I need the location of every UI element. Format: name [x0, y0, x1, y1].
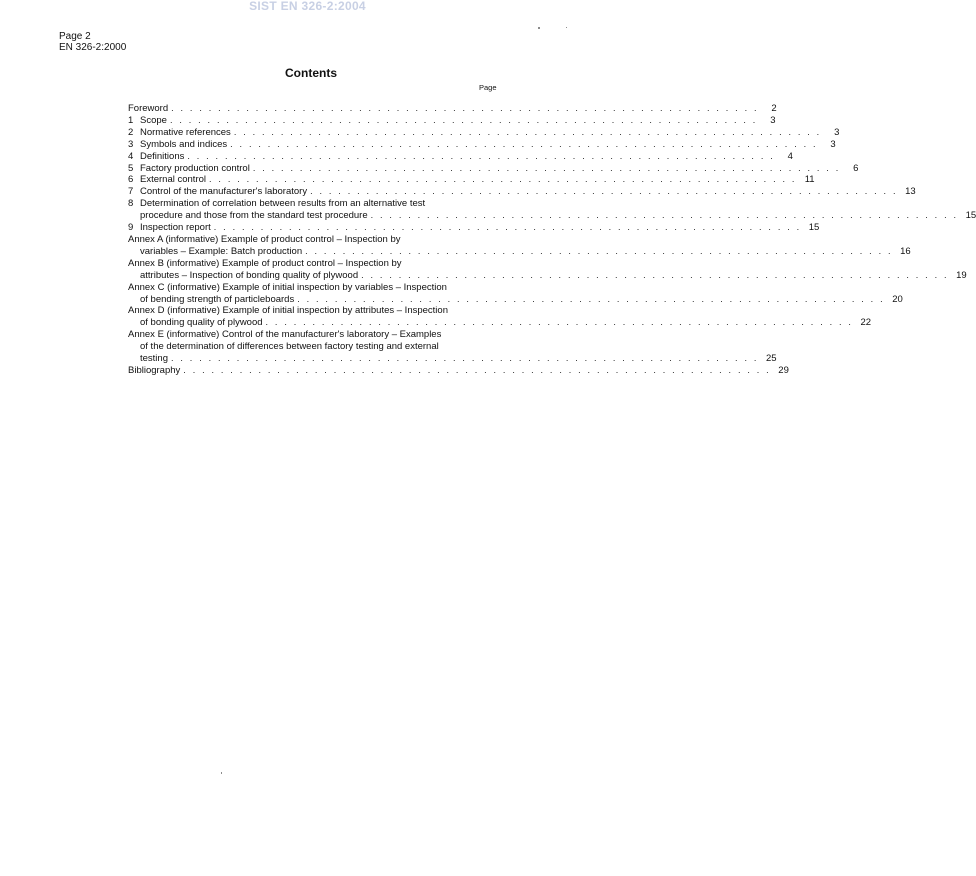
- toc-entry-title: Annex A (informative) Example of product control – Inspection by: [128, 233, 401, 245]
- toc-entry-number: 7: [128, 186, 134, 198]
- toc-entry-title: variables – Example: Batch production: [140, 245, 303, 257]
- toc-page-number: 16: [900, 245, 911, 257]
- scan-speck: [538, 27, 540, 29]
- watermark: SIST EN 326-2:2004: [249, 0, 366, 13]
- toc-entry-number: 5: [128, 162, 134, 174]
- dot-leader: . . . . . . . . . . . . . . . . . . . . . . . . . . . . . . . . . . . . . . . . . . . . . . . . . . . . . . . . . . . . . . .: [169, 114, 758, 125]
- toc-entry[interactable]: [128, 364, 789, 377]
- dot-leader: . . . . . . . . . . . . . . . . . . . . . . . . . . . . . . . . . . . . . . . . . . . . . . . . . . . . . . . . . . . . . . .: [187, 150, 775, 161]
- toc-entry-title: attributes – Inspection of bonding quality of plywood: [140, 269, 359, 281]
- page-header: [59, 31, 126, 53]
- toc-entry[interactable]: [128, 329, 777, 365]
- toc-entry-number: 9: [128, 222, 134, 234]
- toc-page-number: 3: [770, 114, 776, 126]
- toc-entry-title: of the determination of differences between factory testing and external: [140, 341, 439, 353]
- toc-entry-title: of bonding quality of plywood: [140, 317, 263, 329]
- page-number: Page 2: [59, 31, 91, 42]
- toc-page-number: 6: [853, 162, 859, 174]
- toc-entry[interactable]: [128, 138, 836, 151]
- toc-entry-title: Normative references: [140, 126, 231, 138]
- toc-page-number: 22: [860, 317, 872, 329]
- toc-page-number: 3: [830, 138, 836, 150]
- toc-entry[interactable]: [128, 114, 776, 127]
- toc-entry-number: 1: [128, 114, 134, 126]
- dot-leader: . . . . . . . . . . . . . . . . . . . . . . . . . . . . . . . . . . . . . . . . . . . . . . . . . . . . . . . . . . . . . . .: [209, 174, 797, 185]
- dot-leader: . . . . . . . . . . . . . . . . . . . . . . . . . . . . . . . . . . . . . . . . . . . . . . . . . . . . . . . . . . . . . . .: [310, 186, 898, 197]
- scan-speck: [221, 772, 222, 774]
- dot-leader: . . . . . . . . . . . . . . . . . . . . . . . . . . . . . . . . . . . . . . . . . . . . . . . . . . . . . . . . . . . . . . .: [230, 138, 818, 149]
- page-column-label: Page: [479, 83, 497, 92]
- toc-page-number: 29: [778, 364, 789, 376]
- toc-entry-title: Factory production control: [140, 162, 250, 174]
- toc-entry-title: Determination of correlation between results from an alternative test: [140, 198, 426, 210]
- dot-leader: . . . . . . . . . . . . . . . . . . . . . . . . . . . . . . . . . . . . . . . . . . . . . . . . . . . . . . . . . . . . . . .: [265, 317, 854, 328]
- toc-entry[interactable]: [128, 222, 820, 234]
- toc-page-number: 15: [808, 222, 820, 234]
- toc-entry-title: Bibliography: [128, 364, 181, 376]
- toc-entry[interactable]: [128, 126, 840, 139]
- toc-entry-title: Control of the manufacturer's laboratory: [140, 186, 308, 198]
- toc-entry-title: Annex D (informative) Example of initial inspection by attributes – Inspection: [128, 305, 448, 317]
- page-title: Contents: [285, 66, 337, 80]
- toc-page-number: 13: [905, 186, 916, 198]
- dot-leader: . . . . . . . . . . . . . . . . . . . . . . . . . . . . . . . . . . . . . . . . . . . . . . . . . . . . . . . . . . . . . . .: [252, 162, 841, 173]
- dot-leader: . . . . . . . . . . . . . . . . . . . . . . . . . . . . . . . . . . . . . . . . . . . . . . . . . . . . . . . . . . . . . . .: [171, 353, 759, 364]
- toc-entry-title: Scope: [140, 114, 167, 126]
- toc-entry-title: of bending strength of particleboards: [140, 293, 295, 305]
- toc-page-number: 4: [787, 150, 793, 162]
- toc-entry[interactable]: [128, 198, 976, 222]
- dot-leader: . . . . . . . . . . . . . . . . . . . . . . . . . . . . . . . . . . . . . . . . . . . . . . . . . . . . . . . . . . . . . . .: [305, 245, 893, 256]
- toc-entry-title: External control: [140, 174, 207, 186]
- toc-entry-title: Annex E (informative) Control of the manufacturer's laboratory – Examples: [128, 329, 442, 341]
- toc-entry[interactable]: [128, 103, 777, 115]
- toc-entry-number: 2: [128, 126, 134, 138]
- toc-entry[interactable]: [128, 257, 967, 282]
- dot-leader: . . . . . . . . . . . . . . . . . . . . . . . . . . . . . . . . . . . . . . . . . . . . . . . . . . . . . . . . . . . . . . .: [183, 364, 771, 375]
- dot-leader: . . . . . . . . . . . . . . . . . . . . . . . . . . . . . . . . . . . . . . . . . . . . . . . . . . . . . . . . . . . . . . .: [361, 269, 949, 280]
- toc-entry-number: 3: [128, 138, 134, 150]
- toc-entry-title: Foreword: [128, 103, 169, 114]
- toc-entry[interactable]: [128, 162, 859, 175]
- toc-entry-title: testing: [140, 353, 168, 365]
- toc-page-number: 15: [965, 210, 976, 222]
- dot-leader: . . . . . . . . . . . . . . . . . . . . . . . . . . . . . . . . . . . . . . . . . . . . . . . . . . . . . . . . . . . . . . .: [297, 293, 885, 304]
- toc-entry-title: Annex C (informative) Example of initial inspection by variables – Inspection: [128, 281, 447, 293]
- dot-leader: . . . . . . . . . . . . . . . . . . . . . . . . . . . . . . . . . . . . . . . . . . . . . . . . . . . . . . . . . . . . . . .: [370, 210, 959, 221]
- toc-page-number: 3: [834, 126, 840, 138]
- toc-entry-number: 6: [128, 174, 134, 186]
- toc-entry-title: procedure and those from the standard test procedure: [140, 210, 368, 222]
- toc-entry-number: 8: [128, 198, 134, 210]
- toc-entry[interactable]: [128, 281, 903, 306]
- toc-entry-number: 4: [128, 150, 134, 162]
- toc-entry-title: Inspection report: [140, 222, 211, 234]
- toc-page-number: 11: [804, 174, 815, 186]
- dot-leader: . . . . . . . . . . . . . . . . . . . . . . . . . . . . . . . . . . . . . . . . . . . . . . . . . . . . . . . . . . . . . . .: [213, 222, 802, 233]
- scan-speck: [566, 27, 567, 28]
- table-of-contents: [128, 103, 976, 377]
- standard-id: EN 326-2:2000: [59, 42, 127, 53]
- toc-page-number: 20: [892, 293, 903, 305]
- toc-entry[interactable]: [128, 150, 793, 163]
- toc-entry[interactable]: [128, 186, 916, 198]
- toc-entry-title: Definitions: [140, 150, 185, 162]
- toc-entry[interactable]: [128, 233, 911, 258]
- toc-entry-title: Annex B (informative) Example of product control – Inspection by: [128, 257, 402, 269]
- dot-leader: . . . . . . . . . . . . . . . . . . . . . . . . . . . . . . . . . . . . . . . . . . . . . . . . . . . . . . . . . . . . . . .: [233, 126, 822, 137]
- toc-entry[interactable]: [128, 305, 872, 329]
- toc-page-number: 25: [765, 353, 777, 365]
- dot-leader: . . . . . . . . . . . . . . . . . . . . . . . . . . . . . . . . . . . . . . . . . . . . . . . . . . . . . . . . . . . . . . .: [171, 103, 759, 113]
- toc-page-number: 19: [956, 269, 967, 281]
- toc-entry[interactable]: [128, 174, 815, 186]
- toc-page-number: 2: [771, 103, 777, 114]
- toc-entry-title: Symbols and indices: [140, 138, 228, 150]
